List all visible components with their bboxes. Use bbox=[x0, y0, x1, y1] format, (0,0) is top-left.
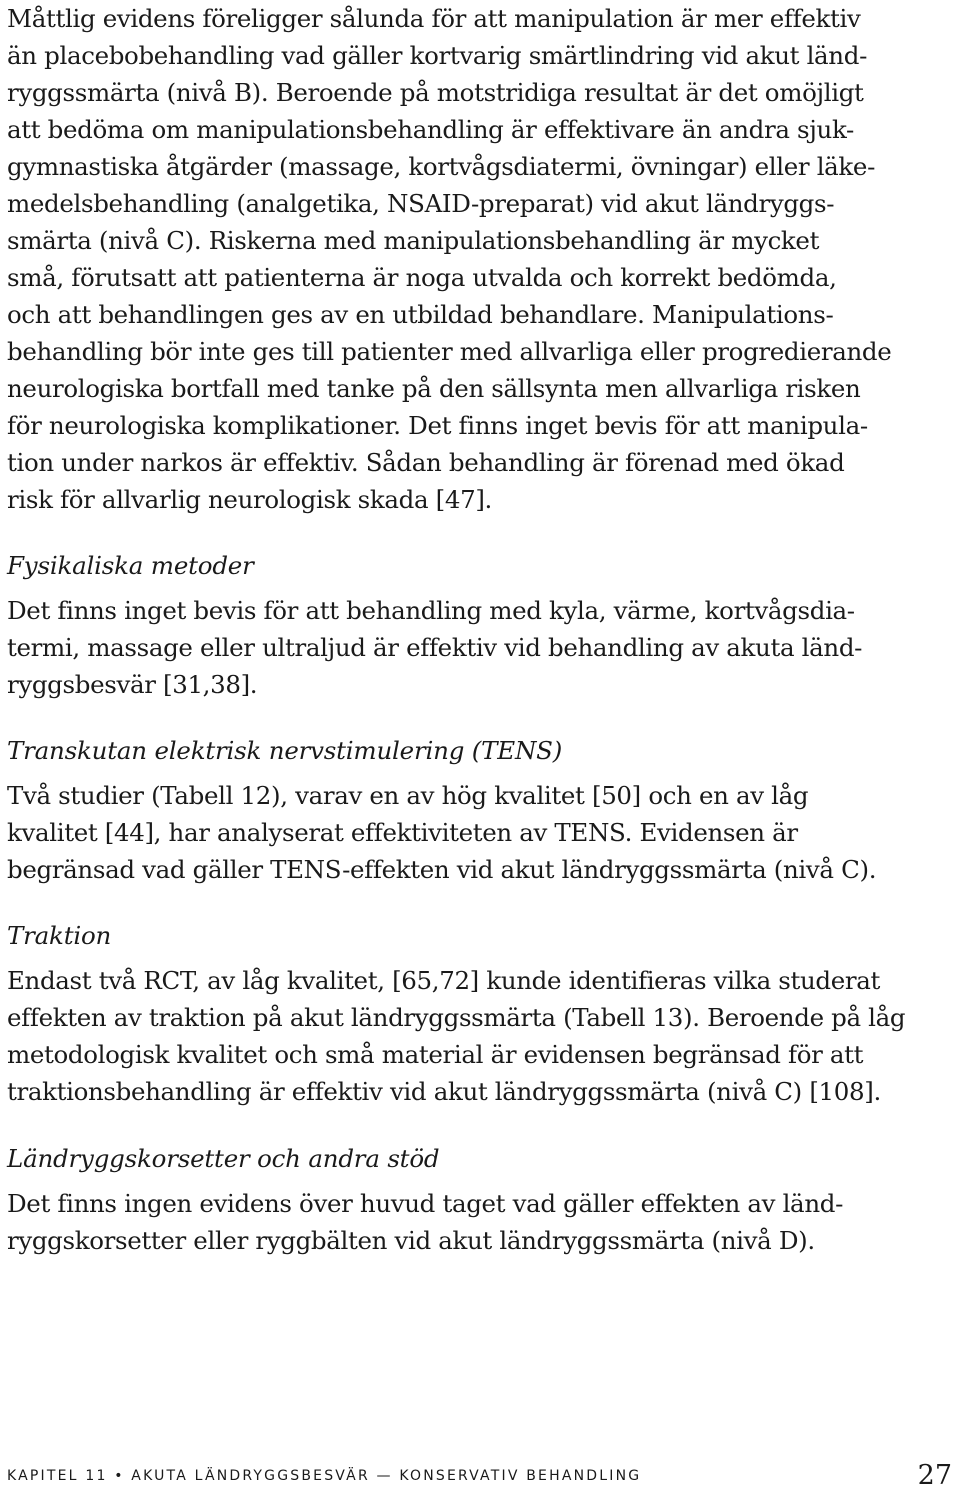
text-line: Det finns ingen evidens över huvud taget vad gäller effekten av länd- bbox=[7, 1189, 844, 1218]
text-line: ryggsbesvär [31,38]. bbox=[7, 670, 258, 699]
running-footer: KAPITEL 11 • AKUTA LÄNDRYGGSBESVÄR — KONSERVATIV BEHANDLING bbox=[7, 1468, 642, 1484]
text-line: termi, massage eller ultraljud är effektiv vid behandling av akuta länd- bbox=[7, 633, 863, 662]
text-line: effekten av traktion på akut ländryggssmärta (Tabell 13). Beroende på låg bbox=[7, 1003, 906, 1032]
text-line: Måttlig evidens föreligger sålunda för att manipulation är mer effektiv bbox=[7, 4, 861, 33]
text-line: att bedöma om manipulationsbehandling är effektivare än andra sjuk- bbox=[7, 115, 854, 144]
text-line: Endast två RCT, av låg kvalitet, [65,72] kunde identifieras vilka studerat bbox=[7, 966, 881, 995]
text-line: begränsad vad gäller TENS-effekten vid akut ländryggssmärta (nivå C). bbox=[7, 855, 877, 884]
text-line: kvalitet [44], har analyserat effektiviteten av TENS. Evidensen är bbox=[7, 818, 798, 847]
page-number: 27 bbox=[917, 1460, 952, 1491]
text-line: medelsbehandling (analgetika, NSAID-preparat) vid akut ländryggs- bbox=[7, 189, 835, 218]
text-line: för neurologiska komplikationer. Det finns inget bevis för att manipula- bbox=[7, 411, 868, 440]
section-heading: Traktion bbox=[7, 921, 112, 950]
text-line: smärta (nivå C). Riskerna med manipulationsbehandling är mycket bbox=[7, 226, 820, 255]
text-line: neurologiska bortfall med tanke på den sällsynta men allvarliga risken bbox=[7, 374, 861, 403]
text-line: risk för allvarlig neurologisk skada [47]. bbox=[7, 485, 492, 514]
text-line: traktionsbehandling är effektiv vid akut ländryggssmärta (nivå C) [108]. bbox=[7, 1077, 881, 1106]
text-line: gymnastiska åtgärder (massage, kortvågsdiatermi, övningar) eller läke- bbox=[7, 152, 876, 181]
text-line: Det finns inget bevis för att behandling med kyla, värme, kortvågsdia- bbox=[7, 596, 855, 625]
section-heading: Ländryggskorsetter och andra stöd bbox=[7, 1144, 440, 1173]
text-line: och att behandlingen ges av en utbildad behandlare. Manipulations- bbox=[7, 300, 834, 329]
section-heading: Fysikaliska metoder bbox=[7, 551, 254, 580]
text-line: metodologisk kvalitet och små material är evidensen begränsad för att bbox=[7, 1040, 864, 1069]
section-heading: Transkutan elektrisk nervstimulering (TENS) bbox=[7, 736, 563, 765]
text-line: tion under narkos är effektiv. Sådan behandling är förenad med ökad bbox=[7, 448, 845, 477]
text-line: Två studier (Tabell 12), varav en av hög kvalitet [50] och en av låg bbox=[7, 781, 809, 810]
text-line: behandling bör inte ges till patienter med allvarliga eller progredierande bbox=[7, 337, 892, 366]
text-line: ryggskorsetter eller ryggbälten vid akut ländryggssmärta (nivå D). bbox=[7, 1226, 815, 1255]
text-line: ryggssmärta (nivå B). Beroende på motstridiga resultat är det omöjligt bbox=[7, 78, 864, 107]
text-line: små, förutsatt att patienterna är noga utvalda och korrekt bedömda, bbox=[7, 263, 837, 292]
text-line: än placebobehandling vad gäller kortvarig smärtlindring vid akut länd- bbox=[7, 41, 868, 70]
